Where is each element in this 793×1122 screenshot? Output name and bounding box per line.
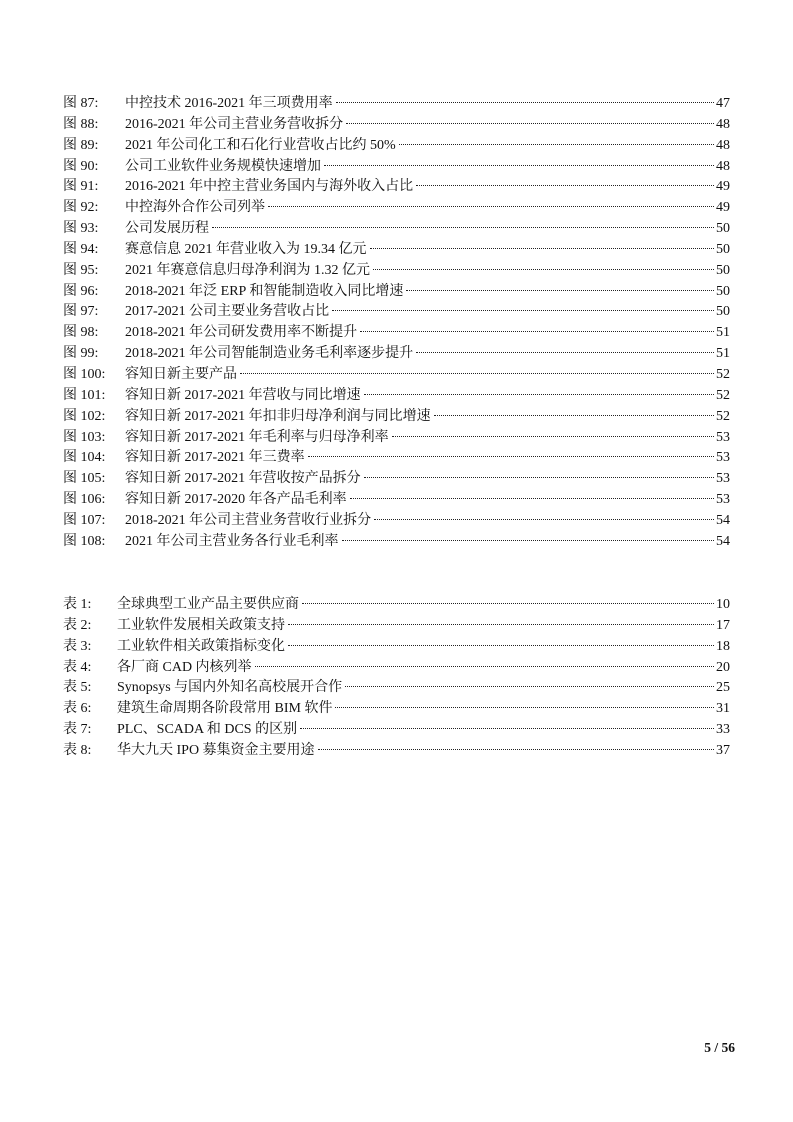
figure-list-item[interactable]	[63, 198, 730, 219]
entry-title: 2021 年赛意信息归母净利润为 1.32 亿元	[125, 262, 370, 278]
figure-list-item[interactable]	[63, 511, 730, 532]
entry-label: 图 102:	[63, 408, 106, 424]
figure-list-item[interactable]	[63, 469, 730, 490]
figure-list-item[interactable]	[63, 115, 730, 136]
entry-page-number: 18	[716, 638, 730, 654]
entry-label: 图 97:	[63, 304, 99, 320]
entry-page-number: 54	[716, 533, 730, 549]
figure-list-item[interactable]	[63, 94, 730, 115]
entry-title: 赛意信息 2021 年营业收入为 19.34 亿元	[125, 241, 367, 257]
table-list-item[interactable]	[63, 678, 730, 699]
entry-title: 建筑生命周期各阶段常用 BIM 软件	[117, 701, 333, 717]
dot-leader	[399, 144, 714, 145]
entry-page-number: 53	[716, 492, 730, 508]
dot-leader	[288, 645, 714, 646]
table-list-item[interactable]	[63, 595, 730, 616]
dot-leader	[302, 603, 714, 604]
entry-page-number: 50	[716, 221, 730, 237]
entry-label: 图 106:	[63, 492, 106, 508]
entry-page-number: 20	[716, 659, 730, 675]
entry-label: 图 94:	[63, 241, 99, 257]
dot-leader	[416, 352, 714, 353]
entry-label: 图 92:	[63, 200, 99, 216]
entry-page-number: 10	[716, 597, 730, 612]
entry-label: 图 90:	[63, 158, 99, 174]
entry-page-number: 48	[716, 116, 730, 132]
figure-list-item[interactable]	[63, 177, 730, 198]
figure-list-item[interactable]	[63, 282, 730, 303]
entry-title: 中控技术 2016-2021 年三项费用率	[125, 96, 333, 111]
entry-page-number: 53	[716, 429, 730, 445]
dot-leader	[212, 227, 714, 228]
entry-page-number: 50	[716, 241, 730, 257]
figure-list-item[interactable]	[63, 365, 730, 386]
entry-label: 图 96:	[63, 283, 99, 299]
entry-title: 华大九天 IPO 募集资金主要用途	[117, 742, 315, 758]
dot-leader	[373, 269, 714, 270]
figure-list-item[interactable]	[63, 261, 730, 282]
entry-label: 图 100:	[63, 366, 106, 382]
entry-title: 容知日新 2017-2020 年各产品毛利率	[125, 492, 347, 508]
entry-title: 2016-2021 年中控主营业务国内与海外收入占比	[125, 179, 414, 195]
figure-list-item[interactable]	[63, 136, 730, 157]
entry-title: 2018-2021 年公司智能制造业务毛利率逐步提升	[125, 346, 414, 362]
figure-list-item[interactable]	[63, 240, 730, 261]
entry-page-number: 50	[716, 304, 730, 320]
entry-label: 表 1:	[63, 597, 92, 612]
entry-page-number: 31	[716, 701, 730, 717]
dot-leader	[288, 624, 714, 625]
entry-label: 图 98:	[63, 325, 99, 341]
entry-title: 容知日新主要产品	[125, 366, 237, 382]
figure-list-item[interactable]	[63, 490, 730, 511]
dot-leader	[336, 102, 714, 103]
dot-leader	[335, 707, 714, 708]
entry-title: 2018-2021 年泛 ERP 和智能制造收入同比增速	[125, 283, 404, 299]
dot-leader	[332, 310, 714, 311]
entry-page-number: 49	[716, 200, 730, 216]
entry-label: 表 8:	[63, 742, 92, 758]
entry-label: 表 5:	[63, 680, 92, 696]
dot-leader	[324, 165, 714, 166]
table-list-item[interactable]	[63, 741, 730, 762]
entry-label: 图 101:	[63, 387, 106, 403]
entry-label: 表 6:	[63, 701, 92, 717]
entry-title: 容知日新 2017-2021 年营收按产品拆分	[125, 471, 361, 487]
dot-leader	[300, 728, 714, 729]
figure-list-item[interactable]	[63, 428, 730, 449]
entry-title: 工业软件相关政策指标变化	[117, 638, 285, 654]
entry-label: 表 3:	[63, 638, 92, 654]
entry-title: 中控海外合作公司列举	[125, 200, 265, 216]
entry-page-number: 47	[716, 96, 730, 111]
page-number: 5 / 56	[704, 1040, 735, 1055]
entry-label: 图 105:	[63, 471, 106, 487]
dot-leader	[342, 540, 715, 541]
entry-label: 图 104:	[63, 450, 106, 466]
dot-leader	[268, 206, 714, 207]
entry-title: 各厂商 CAD 内核列举	[117, 659, 252, 675]
figure-list-item[interactable]	[63, 302, 730, 323]
table-list	[63, 595, 730, 762]
entry-title: 2018-2021 年公司研发费用率不断提升	[125, 325, 358, 341]
entry-title: 公司工业软件业务规模快速增加	[125, 158, 321, 174]
table-list-item[interactable]	[63, 720, 730, 741]
entry-page-number: 53	[716, 450, 730, 466]
entry-page-number: 53	[716, 471, 730, 487]
entry-label: 图 95:	[63, 262, 99, 278]
dot-leader	[370, 248, 715, 249]
entry-title: 全球典型工业产品主要供应商	[117, 597, 299, 612]
dot-leader	[364, 394, 714, 395]
table-list-item[interactable]	[63, 658, 730, 679]
dot-leader	[416, 185, 714, 186]
entry-label: 图 88:	[63, 116, 99, 132]
figure-list-item[interactable]	[63, 219, 730, 240]
figure-list-item[interactable]	[63, 407, 730, 428]
entry-label: 表 7:	[63, 722, 92, 738]
entry-title: PLC、SCADA 和 DCS 的区别	[117, 722, 298, 738]
entry-page-number: 50	[716, 262, 730, 278]
dot-leader	[434, 415, 714, 416]
entry-label: 图 103:	[63, 429, 106, 445]
entry-title: 公司发展历程	[125, 221, 209, 237]
entry-label: 图 93:	[63, 221, 99, 237]
entry-label: 图 87:	[63, 96, 99, 111]
entry-page-number: 33	[716, 722, 730, 738]
table-list-item[interactable]	[63, 699, 730, 720]
entry-page-number: 52	[716, 408, 730, 424]
dot-leader	[392, 436, 714, 437]
figure-list-item[interactable]	[63, 323, 730, 344]
entry-page-number: 17	[716, 617, 730, 633]
entry-page-number: 48	[716, 158, 730, 174]
entry-label: 表 4:	[63, 659, 92, 675]
figure-list-item[interactable]	[63, 532, 730, 553]
entry-title: 容知日新 2017-2021 年扣非归母净利润与同比增速	[125, 408, 431, 424]
entry-page-number: 52	[716, 366, 730, 382]
entry-title: 2016-2021 年公司主营业务营收拆分	[125, 116, 344, 132]
entry-page-number: 54	[716, 512, 730, 528]
entry-label: 图 91:	[63, 179, 99, 195]
entry-label: 图 89:	[63, 137, 99, 153]
dot-leader	[308, 456, 714, 457]
entry-title: 2021 年公司化工和石化行业营收占比约 50%	[125, 137, 396, 153]
entry-title: 容知日新 2017-2021 年营收与同比增速	[125, 387, 361, 403]
entry-label: 图 108:	[63, 533, 106, 549]
dot-leader	[374, 519, 714, 520]
entry-page-number: 48	[716, 137, 730, 153]
dot-leader	[360, 331, 714, 332]
figure-list-item[interactable]	[63, 344, 730, 365]
entry-label: 表 2:	[63, 617, 92, 633]
entry-page-number: 51	[716, 325, 730, 341]
entry-page-number: 37	[716, 742, 730, 758]
dot-leader	[240, 373, 714, 374]
dot-leader	[350, 498, 714, 499]
table-list-item[interactable]	[63, 616, 730, 637]
entry-title: 2018-2021 年公司主营业务营收行业拆分	[125, 512, 372, 528]
dot-leader	[406, 290, 714, 291]
entry-page-number: 50	[716, 283, 730, 299]
dot-leader	[255, 666, 714, 667]
entry-page-number: 49	[716, 179, 730, 195]
entry-page-number: 52	[716, 387, 730, 403]
entry-title: 容知日新 2017-2021 年三费率	[125, 450, 305, 466]
entry-page-number: 25	[716, 680, 730, 696]
figure-list	[63, 94, 730, 553]
entry-title: 工业软件发展相关政策支持	[117, 617, 285, 633]
dot-leader	[345, 686, 714, 687]
figure-list-item[interactable]	[63, 448, 730, 469]
table-list-item[interactable]	[63, 637, 730, 658]
figure-list-item[interactable]	[63, 386, 730, 407]
figure-list-item[interactable]	[63, 157, 730, 178]
entry-title: 2017-2021 公司主要业务营收占比	[125, 304, 330, 320]
dot-leader	[346, 123, 714, 124]
entry-label: 图 107:	[63, 512, 106, 528]
entry-title: 2021 年公司主营业务各行业毛利率	[125, 533, 339, 549]
dot-leader	[364, 477, 714, 478]
entry-label: 图 99:	[63, 346, 99, 362]
entry-title: Synopsys 与国内外知名高校展开合作	[117, 680, 343, 696]
dot-leader	[318, 749, 714, 750]
entry-title: 容知日新 2017-2021 年毛利率与归母净利率	[125, 429, 389, 445]
entry-page-number: 51	[716, 346, 730, 362]
